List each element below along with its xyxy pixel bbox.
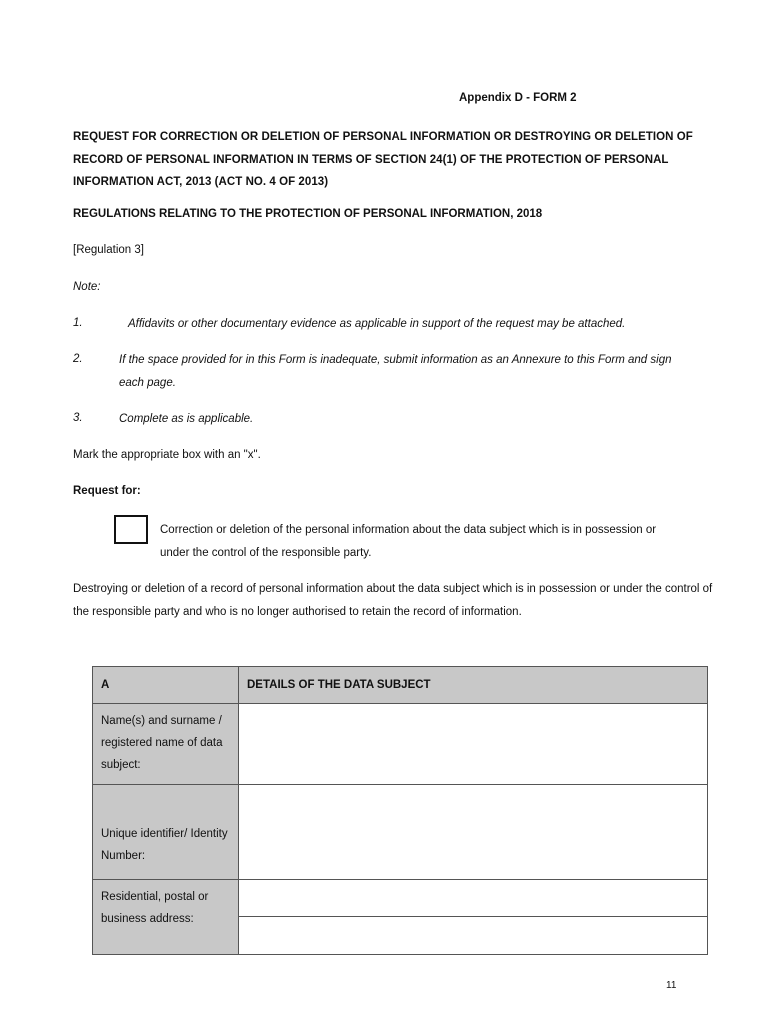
table-header-row	[93, 667, 708, 704]
regulation-reference: [Regulation 3]	[73, 244, 144, 256]
identifier-label: Unique identifier/ Identity Number:	[93, 785, 239, 880]
note-number: 2.	[73, 353, 83, 365]
note-text: If the space provided for in this Form is inadequate, submit information as an Annexure to this Form and sign each page.	[119, 354, 672, 389]
option-destroying-text: Destroying or deletion of a record of personal information about the data subject which is in possession or under the control of the responsible party and who is no longer authorised to retain the record of information.	[73, 583, 713, 618]
request-for-label: Request for:	[73, 485, 141, 497]
address-field-line-2[interactable]	[239, 917, 708, 955]
mark-instruction: Mark the appropriate box with an "x".	[73, 449, 261, 461]
table-row	[93, 785, 708, 880]
form-title: REQUEST FOR CORRECTION OR DELETION OF PERSONAL INFORMATION OR DESTROYING OR DELETION OF RECORD OF PERSONAL INFORMATION IN TERMS OF SECTION 24(1) OF THE PROTECTION OF PERSONAL INFORMATION ACT, 2013 (ACT NO. 4 OF 2013)	[73, 131, 693, 188]
note-number: 1.	[73, 317, 83, 329]
note-label: Note:	[73, 281, 101, 293]
correction-checkbox[interactable]	[114, 515, 148, 544]
name-label: Name(s) and surname / registered name of data subject:	[93, 704, 239, 785]
name-field[interactable]	[239, 704, 708, 785]
page-number: 11	[666, 980, 677, 991]
address-field-line-1[interactable]	[239, 880, 708, 917]
appendix-heading: Appendix D - FORM 2	[459, 92, 577, 104]
note-text: Complete as is applicable.	[119, 413, 254, 425]
section-title: DETAILS OF THE DATA SUBJECT	[239, 667, 708, 704]
note-number: 3.	[73, 412, 83, 424]
note-text: Affidavits or other documentary evidence as applicable in support of the request may be attached.	[128, 318, 626, 330]
table-row	[93, 880, 708, 917]
option-correction-text: Correction or deletion of the personal information about the data subject which is in possession or under the control of the responsible party.	[160, 524, 657, 559]
identifier-field[interactable]	[239, 785, 708, 880]
address-label: Residential, postal or business address:	[93, 880, 239, 955]
data-subject-table	[92, 666, 708, 955]
regulations-heading: REGULATIONS RELATING TO THE PROTECTION OF PERSONAL INFORMATION, 2018	[73, 208, 543, 220]
table-row	[93, 704, 708, 785]
section-letter: A	[93, 667, 239, 704]
